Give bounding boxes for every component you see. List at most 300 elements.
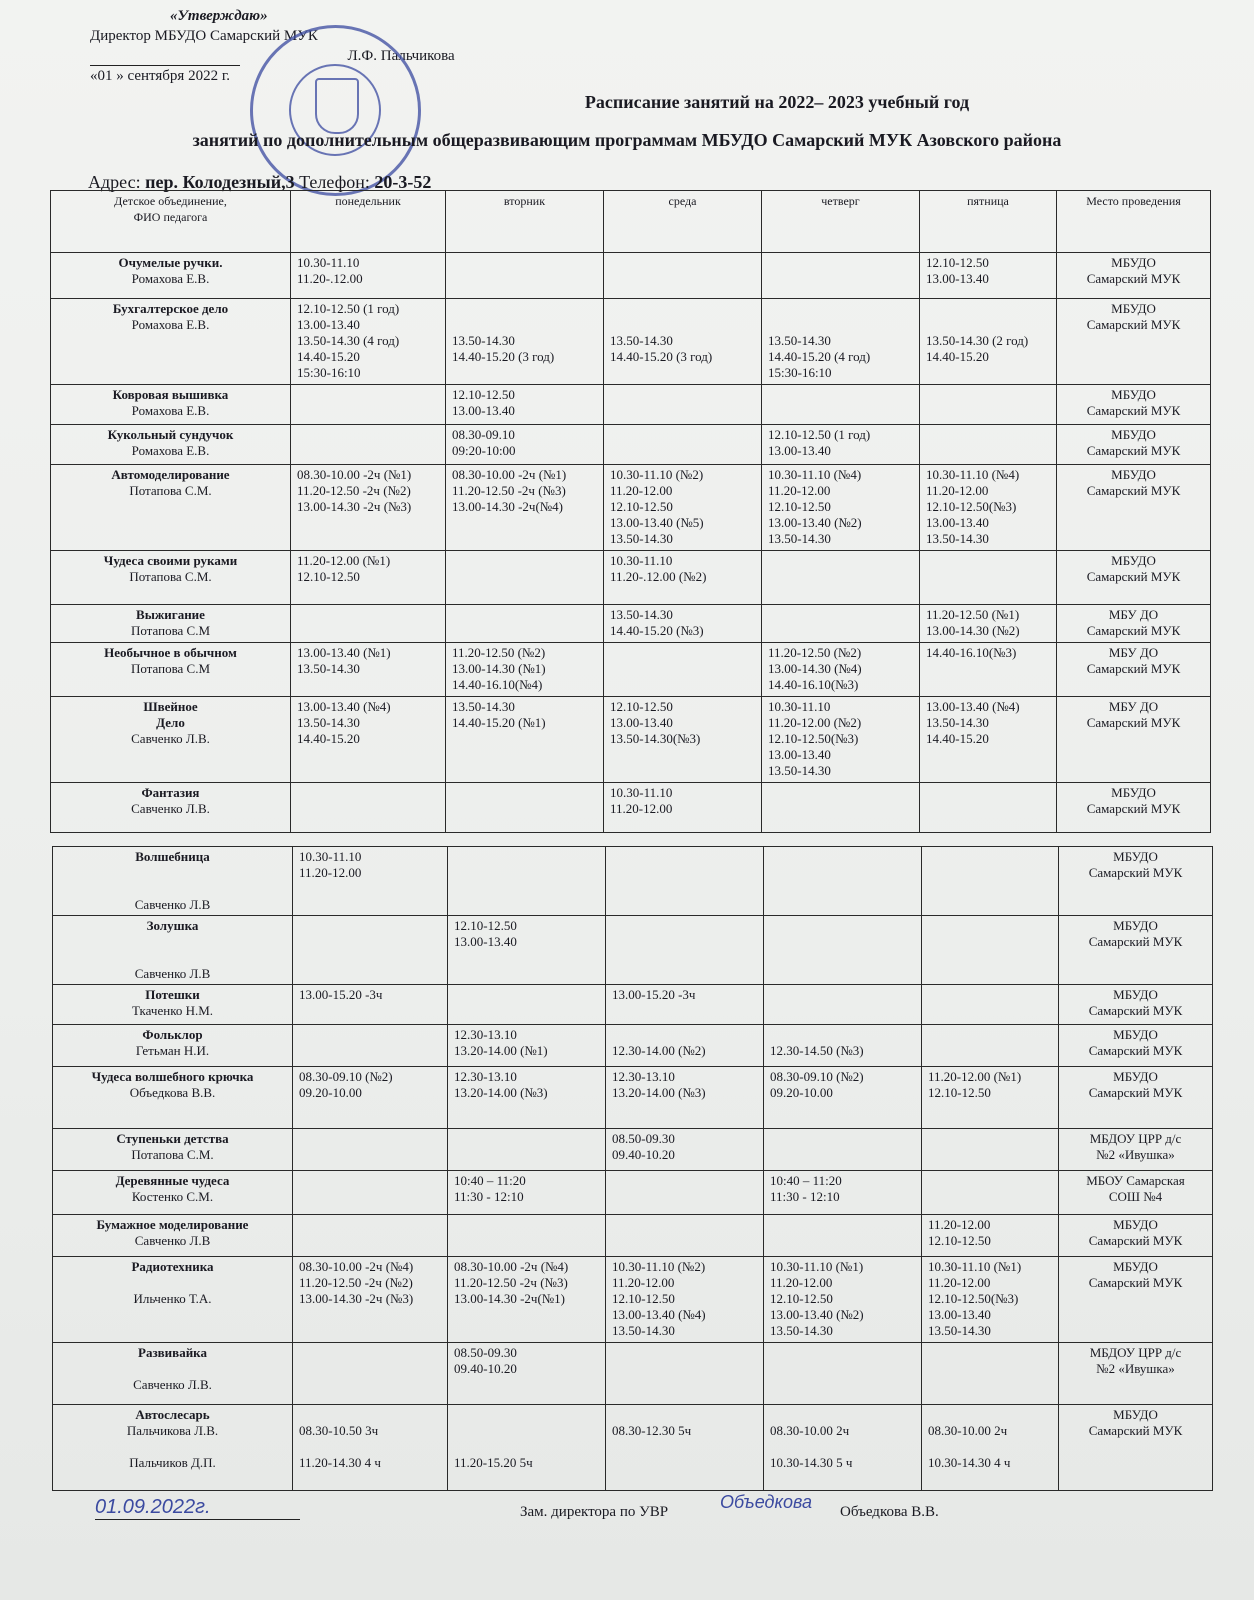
cell-line xyxy=(452,317,597,333)
cell-line: Ковровая вышивка xyxy=(112,387,229,402)
cell-line: 08.30-10.00 2ч xyxy=(928,1423,1008,1438)
cell-line xyxy=(454,1439,599,1455)
cell-line xyxy=(768,301,913,317)
cell-line: 13.00-15.20 -3ч xyxy=(299,987,383,1002)
cell-line: 13.00-14.30 -2ч (№3) xyxy=(299,1291,414,1306)
column-header xyxy=(604,191,762,253)
association-cell xyxy=(51,465,291,551)
association-cell xyxy=(53,1257,293,1343)
cell-line: 14.40-15.20 xyxy=(297,731,360,746)
table-row xyxy=(51,697,1211,783)
place-cell xyxy=(1059,985,1213,1025)
time-cell-fri xyxy=(922,1343,1059,1405)
place-cell xyxy=(1059,847,1213,916)
time-cell-tue xyxy=(448,1215,606,1257)
time-cell-wed xyxy=(604,253,762,299)
cell-line: 11:30 - 12:10 xyxy=(770,1189,840,1204)
cell-line: 11.20-12.50 -2ч (№3) xyxy=(452,483,566,498)
signature-underline xyxy=(90,51,240,66)
time-cell-mon xyxy=(293,1405,448,1491)
time-cell-fri xyxy=(922,985,1059,1025)
association-cell xyxy=(53,1025,293,1067)
cell-line: Швейное xyxy=(143,699,198,714)
column-header xyxy=(920,191,1057,253)
cell-line: 11.20-.12.00 (№2) xyxy=(610,569,707,584)
time-cell-fri xyxy=(922,1067,1059,1129)
time-cell-fri xyxy=(922,1025,1059,1067)
cell-line: 10.30-11.10 (№4) xyxy=(768,467,862,482)
cell-line: Ромахова Е.В. xyxy=(131,443,210,458)
cell-line: 12.10-12.50 xyxy=(770,1291,833,1306)
cell-line: Самарский МУК xyxy=(1086,569,1181,584)
cell-line: Савченко Л.В xyxy=(134,966,211,981)
cell-line: 15:30-16:10 xyxy=(768,365,832,380)
column-header xyxy=(446,191,604,253)
table-row xyxy=(53,847,1213,916)
time-cell-thu xyxy=(764,1129,922,1171)
cell-line: 14.40-15.20 (№3) xyxy=(610,623,704,638)
time-cell-thu xyxy=(762,253,920,299)
cell-line: ФИО педагога xyxy=(133,210,208,224)
cell-line: 10.30-14.30 5 ч xyxy=(770,1455,853,1470)
column-header xyxy=(51,191,291,253)
cell-line: понедельник xyxy=(335,194,401,208)
cell-line: 09.20-10.00 xyxy=(770,1085,833,1100)
cell-line: МБУДО xyxy=(1113,987,1158,1002)
cell-line: Потапова С.М. xyxy=(129,483,212,498)
time-cell-thu xyxy=(764,1171,922,1215)
cell-line: 12.10-12.50(№3) xyxy=(926,499,1017,514)
time-cell-wed xyxy=(606,1257,764,1343)
cell-line: Автомоделирование xyxy=(111,467,230,482)
cell-line xyxy=(59,950,286,966)
cell-line: 08.50-09.30 xyxy=(612,1131,675,1146)
cell-line xyxy=(926,301,1050,317)
time-cell-fri xyxy=(922,1405,1059,1491)
cell-line: МБУДО xyxy=(1111,467,1156,482)
place-cell xyxy=(1057,605,1211,643)
time-cell-fri xyxy=(920,465,1057,551)
time-cell-tue xyxy=(448,1067,606,1129)
cell-line: Фантазия xyxy=(141,785,200,800)
cell-line: Ромахова Е.В. xyxy=(131,271,210,286)
cell-line: 11.20-12.00 xyxy=(612,1275,675,1290)
cell-line: №2 «Ивушка» xyxy=(1096,1361,1175,1376)
cell-line: 08.30-10.50 3ч xyxy=(299,1423,379,1438)
address-street: пер. Колодезный,3 xyxy=(145,172,295,192)
association-cell xyxy=(53,847,293,916)
cell-line: Самарский МУК xyxy=(1086,403,1181,418)
cell-line: 13.50-14.30 xyxy=(926,531,989,546)
cell-line xyxy=(299,1439,441,1455)
cell-line: 12.10-12.50 xyxy=(610,499,673,514)
cell-line: 11.20-12.00 xyxy=(926,483,989,498)
cell-line: 12.10-12.50 (1 год) xyxy=(297,301,400,316)
cell-line: МБУДО xyxy=(1113,1027,1158,1042)
cell-line: 10.30-14.30 4 ч xyxy=(928,1455,1011,1470)
cell-line: 13.00-14.30 -2ч (№3) xyxy=(297,499,412,514)
cell-line: 11.20-12.00 xyxy=(770,1275,833,1290)
cell-line: 11.20-12.00 xyxy=(610,801,673,816)
time-cell-fri xyxy=(922,1171,1059,1215)
cell-line: 14.40-15.20 (3 год) xyxy=(452,349,555,364)
cell-line: Самарский МУК xyxy=(1088,1043,1183,1058)
place-cell xyxy=(1057,697,1211,783)
cell-line: 11.20-12.00 xyxy=(928,1217,991,1232)
cell-line: 14.40-16.10(№3) xyxy=(768,677,859,692)
cell-line: 12.30-13.10 xyxy=(454,1027,517,1042)
association-cell xyxy=(51,385,291,425)
column-header xyxy=(762,191,920,253)
table-row xyxy=(51,551,1211,605)
place-cell xyxy=(1059,1257,1213,1343)
cell-line: 08.30-10.00 2ч xyxy=(770,1423,850,1438)
time-cell-wed xyxy=(606,1067,764,1129)
cell-line: 13.00-13.40 xyxy=(926,515,989,530)
cell-line: 14.40-15.20 xyxy=(297,349,360,364)
cell-line: среда xyxy=(668,194,697,208)
cell-line: МБУДО xyxy=(1113,849,1158,864)
cell-line: 14.40-16.10(№4) xyxy=(452,677,543,692)
cell-line: 11.20-12.00 (№1) xyxy=(928,1069,1022,1084)
cell-line: 14.40-16.10(№3) xyxy=(926,645,1017,660)
cell-line xyxy=(59,934,286,950)
footer-name: Объедкова В.В. xyxy=(840,1504,939,1520)
cell-line xyxy=(612,1027,757,1043)
cell-line: МБУ ДО xyxy=(1108,645,1159,660)
cell-line: 11.20-15.20 5ч xyxy=(454,1455,533,1470)
time-cell-wed xyxy=(604,697,762,783)
time-cell-mon xyxy=(293,847,448,916)
approval-heading: «Утверждаю» xyxy=(170,8,268,24)
time-cell-mon xyxy=(291,385,446,425)
cell-line xyxy=(454,1423,599,1439)
time-cell-thu xyxy=(762,465,920,551)
time-cell-tue xyxy=(448,1343,606,1405)
cell-line: 10.30-11.10 (№2) xyxy=(612,1259,706,1274)
cell-line: 13.50-14.30 xyxy=(768,333,831,348)
time-cell-tue xyxy=(446,643,604,697)
table-row xyxy=(51,783,1211,833)
time-cell-fri xyxy=(920,253,1057,299)
cell-line: Пальчиков Д.П. xyxy=(129,1455,216,1470)
time-cell-mon xyxy=(293,1343,448,1405)
cell-line: 11.20-12.50 -2ч (№3) xyxy=(454,1275,568,1290)
time-cell-thu xyxy=(762,299,920,385)
cell-line: 13.00-13.40 xyxy=(928,1307,991,1322)
cell-line: 13.00-13.40 xyxy=(768,443,831,458)
cell-line: 14.40-15.20 xyxy=(926,349,989,364)
table-row xyxy=(53,1171,1213,1215)
time-cell-mon xyxy=(293,1025,448,1067)
footer-date: 01.09.2022г. xyxy=(95,1496,300,1520)
table-row xyxy=(53,1257,1213,1343)
cell-line: 13.00-13.40 (№4) xyxy=(612,1307,706,1322)
cell-line: пятница xyxy=(967,194,1009,208)
cell-line: 13.00-13.40 xyxy=(926,271,989,286)
cell-line: МБУДО xyxy=(1111,301,1156,316)
cell-line: 13.50-14.30 xyxy=(610,607,673,622)
time-cell-wed xyxy=(604,783,762,833)
cell-line: 13.50-14.30 (2 год) xyxy=(926,333,1029,348)
cell-line: Ромахова Е.В. xyxy=(131,317,210,332)
cell-line: 12.10-12.50 xyxy=(768,499,831,514)
time-cell-mon xyxy=(291,465,446,551)
cell-line: 11.20-14.30 4 ч xyxy=(299,1455,381,1470)
cell-line: 09.40-10.20 xyxy=(612,1147,675,1162)
column-header xyxy=(291,191,446,253)
cell-line: Радиотехника xyxy=(131,1259,214,1274)
table-row xyxy=(51,465,1211,551)
association-cell xyxy=(53,1405,293,1491)
cell-line: Бумажное моделирование xyxy=(96,1217,249,1232)
cell-line xyxy=(770,1027,915,1043)
cell-line: №2 «Ивушка» xyxy=(1096,1147,1175,1162)
cell-line: МБУ ДО xyxy=(1108,607,1159,622)
association-cell xyxy=(51,299,291,385)
cell-line: 10.30-11.10 xyxy=(299,849,362,864)
cell-line: Потапова С.М. xyxy=(129,569,212,584)
cell-line: Ромахова Е.В. xyxy=(131,403,210,418)
cell-line: 10.30-11.10 (№2) xyxy=(610,467,704,482)
cell-line: Ступеньки детства xyxy=(116,1131,229,1146)
cell-line: 11.20-.12.00 xyxy=(297,271,363,286)
cell-line xyxy=(59,1361,286,1377)
cell-line: 08.30-09.10 xyxy=(452,427,515,442)
cell-line: четверг xyxy=(821,194,860,208)
place-cell xyxy=(1057,783,1211,833)
cell-line: Самарский МУК xyxy=(1088,1085,1183,1100)
place-cell xyxy=(1059,1343,1213,1405)
cell-line: 13.20-14.00 (№3) xyxy=(612,1085,706,1100)
table-row xyxy=(53,1215,1213,1257)
cell-line: 09.40-10.20 xyxy=(454,1361,517,1376)
cell-line: 13.50-14.30 xyxy=(610,531,673,546)
cell-line: 12.10-12.50 xyxy=(926,255,989,270)
cell-line xyxy=(59,1275,286,1291)
cell-line: 12.10-12.50 xyxy=(928,1085,991,1100)
cell-line: 13.50-14.30 xyxy=(926,715,989,730)
time-cell-mon xyxy=(293,1215,448,1257)
cell-line: Самарский МУК xyxy=(1086,623,1181,638)
cell-line: 12.30-14.00 (№2) xyxy=(612,1043,706,1058)
time-cell-tue xyxy=(448,1129,606,1171)
cell-line: Самарский МУК xyxy=(1088,1003,1183,1018)
cell-line: Ильченко Т.А. xyxy=(133,1291,212,1306)
cell-line: 11.20-12.00 xyxy=(299,865,362,880)
time-cell-mon xyxy=(291,299,446,385)
time-cell-fri xyxy=(920,425,1057,465)
schedule-table-part1 xyxy=(50,190,1211,833)
association-cell xyxy=(53,1067,293,1129)
association-cell xyxy=(53,1171,293,1215)
time-cell-mon xyxy=(293,1067,448,1129)
time-cell-wed xyxy=(604,385,762,425)
cell-line: Потапова С.М. xyxy=(131,1147,214,1162)
cell-line xyxy=(928,1407,1052,1423)
place-cell xyxy=(1059,1067,1213,1129)
time-cell-mon xyxy=(291,605,446,643)
time-cell-thu xyxy=(762,551,920,605)
time-cell-tue xyxy=(446,299,604,385)
cell-line: 13.50-14.30 xyxy=(928,1323,991,1338)
time-cell-tue xyxy=(448,985,606,1025)
cell-line: МБУ ДО xyxy=(1108,699,1159,714)
cell-line: 12.10-12.50(№3) xyxy=(768,731,859,746)
cell-line: 15:30-16:10 xyxy=(297,365,361,380)
cell-line: 11.20-12.00 xyxy=(610,483,673,498)
cell-line: Чудеса своими руками xyxy=(103,553,238,568)
cell-line xyxy=(454,1407,599,1423)
cell-line: Необычное в обычном xyxy=(104,645,237,660)
table-header-row xyxy=(51,191,1211,253)
time-cell-wed xyxy=(606,847,764,916)
time-cell-tue xyxy=(446,425,604,465)
table-row xyxy=(53,1025,1213,1067)
cell-line: Ткаченко Н.М. xyxy=(131,1003,214,1018)
time-cell-tue xyxy=(448,1025,606,1067)
time-cell-wed xyxy=(606,985,764,1025)
cell-line: 11.20-12.50 (№1) xyxy=(926,607,1020,622)
cell-line: 13.50-14.30 (4 год) xyxy=(297,333,400,348)
cell-line: Дело xyxy=(156,715,185,730)
cell-line: Самарский МУК xyxy=(1086,801,1181,816)
cell-line: 08.50-09.30 xyxy=(454,1345,517,1360)
cell-line xyxy=(770,1407,915,1423)
place-cell xyxy=(1057,465,1211,551)
cell-line: МБОУ Самарская xyxy=(1086,1173,1185,1188)
time-cell-fri xyxy=(920,697,1057,783)
column-header xyxy=(1057,191,1211,253)
cell-line: Деревянные чудеса xyxy=(115,1173,230,1188)
cell-line: 13.00-13.40 (№2) xyxy=(768,515,862,530)
table-row xyxy=(53,1129,1213,1171)
time-cell-mon xyxy=(293,1129,448,1171)
cell-line: 11.20-12.00 xyxy=(928,1275,991,1290)
association-cell xyxy=(51,551,291,605)
time-cell-thu xyxy=(762,643,920,697)
time-cell-thu xyxy=(764,847,922,916)
time-cell-mon xyxy=(293,1257,448,1343)
cell-line: 08.30-10.00 -2ч (№4) xyxy=(299,1259,414,1274)
cell-line xyxy=(770,1439,915,1455)
time-cell-wed xyxy=(604,605,762,643)
cell-line: 13.00-13.40 (№5) xyxy=(610,515,704,530)
cell-line: вторник xyxy=(503,194,546,208)
cell-line: 13.00-13.40 (№4) xyxy=(926,699,1020,714)
time-cell-thu xyxy=(762,605,920,643)
time-cell-tue xyxy=(448,847,606,916)
place-cell xyxy=(1057,299,1211,385)
time-cell-thu xyxy=(764,1025,922,1067)
cell-line: 12.30-14.50 (№3) xyxy=(770,1043,864,1058)
cell-line xyxy=(768,317,913,333)
cell-line: 13.50-14.30 xyxy=(612,1323,675,1338)
phone-label: Телефон: xyxy=(299,172,370,192)
time-cell-fri xyxy=(920,643,1057,697)
footer-position: Зам. директора по УВР xyxy=(520,1504,669,1520)
table-row xyxy=(51,253,1211,299)
association-cell xyxy=(53,1129,293,1171)
time-cell-thu xyxy=(762,783,920,833)
cell-line: 13.00-13.40 xyxy=(454,934,517,949)
cell-line: МБУДО xyxy=(1113,918,1158,933)
time-cell-wed xyxy=(606,916,764,985)
association-cell xyxy=(51,605,291,643)
cell-line: 10:40 – 11:20 xyxy=(454,1173,526,1188)
cell-line xyxy=(452,301,597,317)
cell-line: 11.20-12.50 (№2) xyxy=(452,645,546,660)
address-label: Адрес: xyxy=(88,172,141,192)
cell-line: 13.00-13.40 xyxy=(610,715,673,730)
cell-line: Волшебница xyxy=(135,849,210,864)
time-cell-tue xyxy=(446,253,604,299)
cell-line: Самарский МУК xyxy=(1086,715,1181,730)
cell-line: Объедкова В.В. xyxy=(129,1085,216,1100)
cell-line: МБУДО xyxy=(1113,1407,1158,1422)
cell-line: МБУДО xyxy=(1111,553,1156,568)
time-cell-fri xyxy=(920,385,1057,425)
cell-line: Место проведения xyxy=(1086,194,1181,208)
cell-line: 11:30 - 12:10 xyxy=(454,1189,524,1204)
time-cell-tue xyxy=(446,551,604,605)
cell-line: 08.30-09.10 (№2) xyxy=(770,1069,864,1084)
cell-line: 09.20-10.00 xyxy=(299,1085,362,1100)
place-cell xyxy=(1059,1405,1213,1491)
cell-line: 11.20-12.00 xyxy=(768,483,831,498)
schedule-table-part2 xyxy=(52,846,1213,1491)
cell-line: 08.30-12.30 5ч xyxy=(612,1423,692,1438)
cell-line: Савченко Л.В. xyxy=(131,801,210,816)
cell-line: 12.10-12.50(№3) xyxy=(928,1291,1019,1306)
table-row xyxy=(53,1343,1213,1405)
cell-line: МБУДО xyxy=(1113,1259,1158,1274)
time-cell-wed xyxy=(606,1129,764,1171)
cell-line: Савченко Л.В xyxy=(134,897,211,912)
association-cell xyxy=(51,697,291,783)
table-row xyxy=(51,643,1211,697)
association-cell xyxy=(51,253,291,299)
cell-line: 13.50-14.30 xyxy=(452,699,515,714)
time-cell-thu xyxy=(764,1343,922,1405)
cell-line: 14.40-15.20 (3 год) xyxy=(610,349,713,364)
time-cell-thu xyxy=(764,916,922,985)
cell-line: Самарский МУК xyxy=(1088,865,1183,880)
cell-line: Самарский МУК xyxy=(1086,443,1181,458)
cell-line: 12.10-12.50 xyxy=(610,699,673,714)
table-row xyxy=(51,425,1211,465)
time-cell-thu xyxy=(764,985,922,1025)
time-cell-mon xyxy=(291,783,446,833)
cell-line: 11.20-12.50 (№2) xyxy=(768,645,862,660)
cell-line: 13.50-14.30 xyxy=(297,715,360,730)
association-cell xyxy=(53,985,293,1025)
place-cell xyxy=(1059,1025,1213,1067)
table-row xyxy=(51,605,1211,643)
place-cell xyxy=(1057,551,1211,605)
cell-line: 10.30-11.10 (№1) xyxy=(770,1259,864,1274)
cell-line: Автослесарь xyxy=(135,1407,210,1422)
place-cell xyxy=(1057,425,1211,465)
time-cell-tue xyxy=(446,783,604,833)
cell-line: МБУДО xyxy=(1113,1217,1158,1232)
association-cell xyxy=(53,1215,293,1257)
time-cell-fri xyxy=(922,1129,1059,1171)
time-cell-wed xyxy=(606,1215,764,1257)
cell-line: 09:20-10:00 xyxy=(452,443,516,458)
cell-line: 13.50-14.30(№3) xyxy=(610,731,701,746)
footer-signature xyxy=(0,1492,1254,1536)
